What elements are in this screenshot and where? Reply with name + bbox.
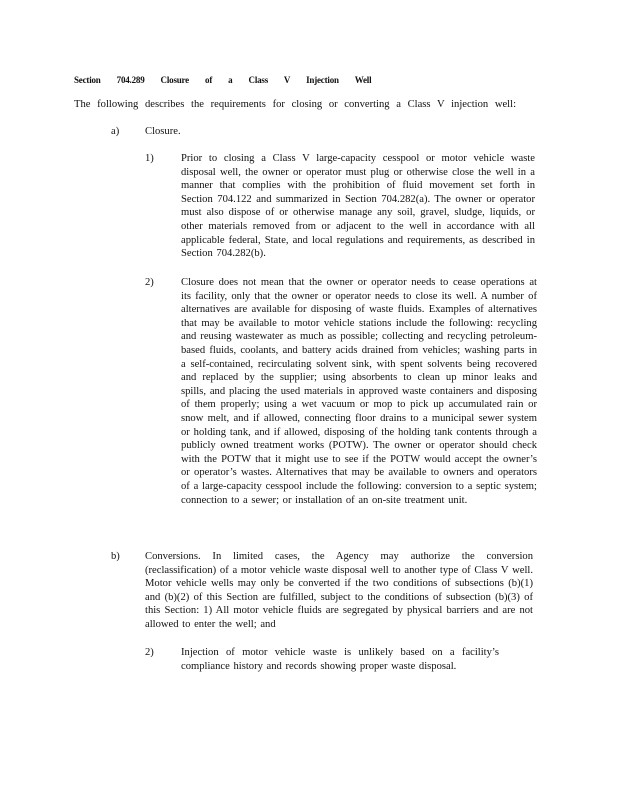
subsection-b-label: b) bbox=[111, 551, 120, 562]
subsection-a-label: a) bbox=[111, 126, 120, 137]
subsection-b-paragraph: Conversions. In limited cases, the Agency may authorize the conversion (reclassification) of a motor vehicle waste disposal well to another type of Class V well. Motor vehicle wells may only be converted if the two conditions of subsections (b)(1) and (b)(2) of this Section are fulfilled, subject to the conditions of subsection (b)(3) of this Section: 1) All motor vehicle fluids are segregated by physical barriers and are not allowed to enter the well; and bbox=[145, 551, 533, 630]
item-a2-number: 2) bbox=[145, 277, 154, 288]
subsection-a-title: Closure. bbox=[145, 126, 181, 137]
item-a2-paragraph: Closure does not mean that the owner or operator needs to cease operations at its facility, only that the owner or operator needs to close its well. A number of alternatives are available for disposing of waste fluids. Examples of alternatives that may be available to motor vehicle stations include the following: recycling and reusing wastewater as much as possible; collecting and recycling petroleum-based fluids, coolants, and battery acids drained from vehicles; washing parts in a self-contained, recirculating solvent sink, with spent solvents being recovered and replaced by the supplier; using absorbents to clean up minor leaks and spills, and placing the used materials in approved waste containers and disposing of them properly; using a wet vacuum or mop to pick up accumulated rain or snow melt, and if allowed, connecting floor drains to a municipal sewer system or holding tank, and if allowed, disposing of the holding tank contents through a publicly owned treatment works (POTW). The owner or operator should check with the POTW that it might use to see if the POTW would accept the owner’s or operator’s wastes. Alternatives that may be available to owners and operators of a large-capacity cesspool include the following: conversion to a septic system; connection to a sewer; or installation of an on-site treatment unit. bbox=[181, 277, 537, 506]
item-a1-paragraph: Prior to closing a Class V large-capacity cesspool or motor vehicle waste disposal well, the owner or operator must plug or otherwise close the well in a manner that complies with the prohibition of fluid movement set forth in Section 704.122 and summarized in Section 704.282(a). The owner or operator must also dispose of or otherwise manage any soil, gravel, sludge, liquids, or other materials removed from or adjacent to the well in accordance with all applicable federal, State, and local regulations and requirements, as described in Section 704.282(b). bbox=[181, 153, 535, 260]
intro-paragraph: The following describes the requirements for closing or converting a Class V injection well: bbox=[74, 99, 517, 110]
section-heading: Section 704.289 Closure of a Class V Injection Well bbox=[74, 75, 372, 85]
item-b2-number: 2) bbox=[145, 647, 154, 658]
item-b2-paragraph: Injection of motor vehicle waste is unlikely based on a facility’s compliance history and records showing proper waste disposal. bbox=[181, 647, 499, 672]
item-a1-number: 1) bbox=[145, 153, 154, 164]
